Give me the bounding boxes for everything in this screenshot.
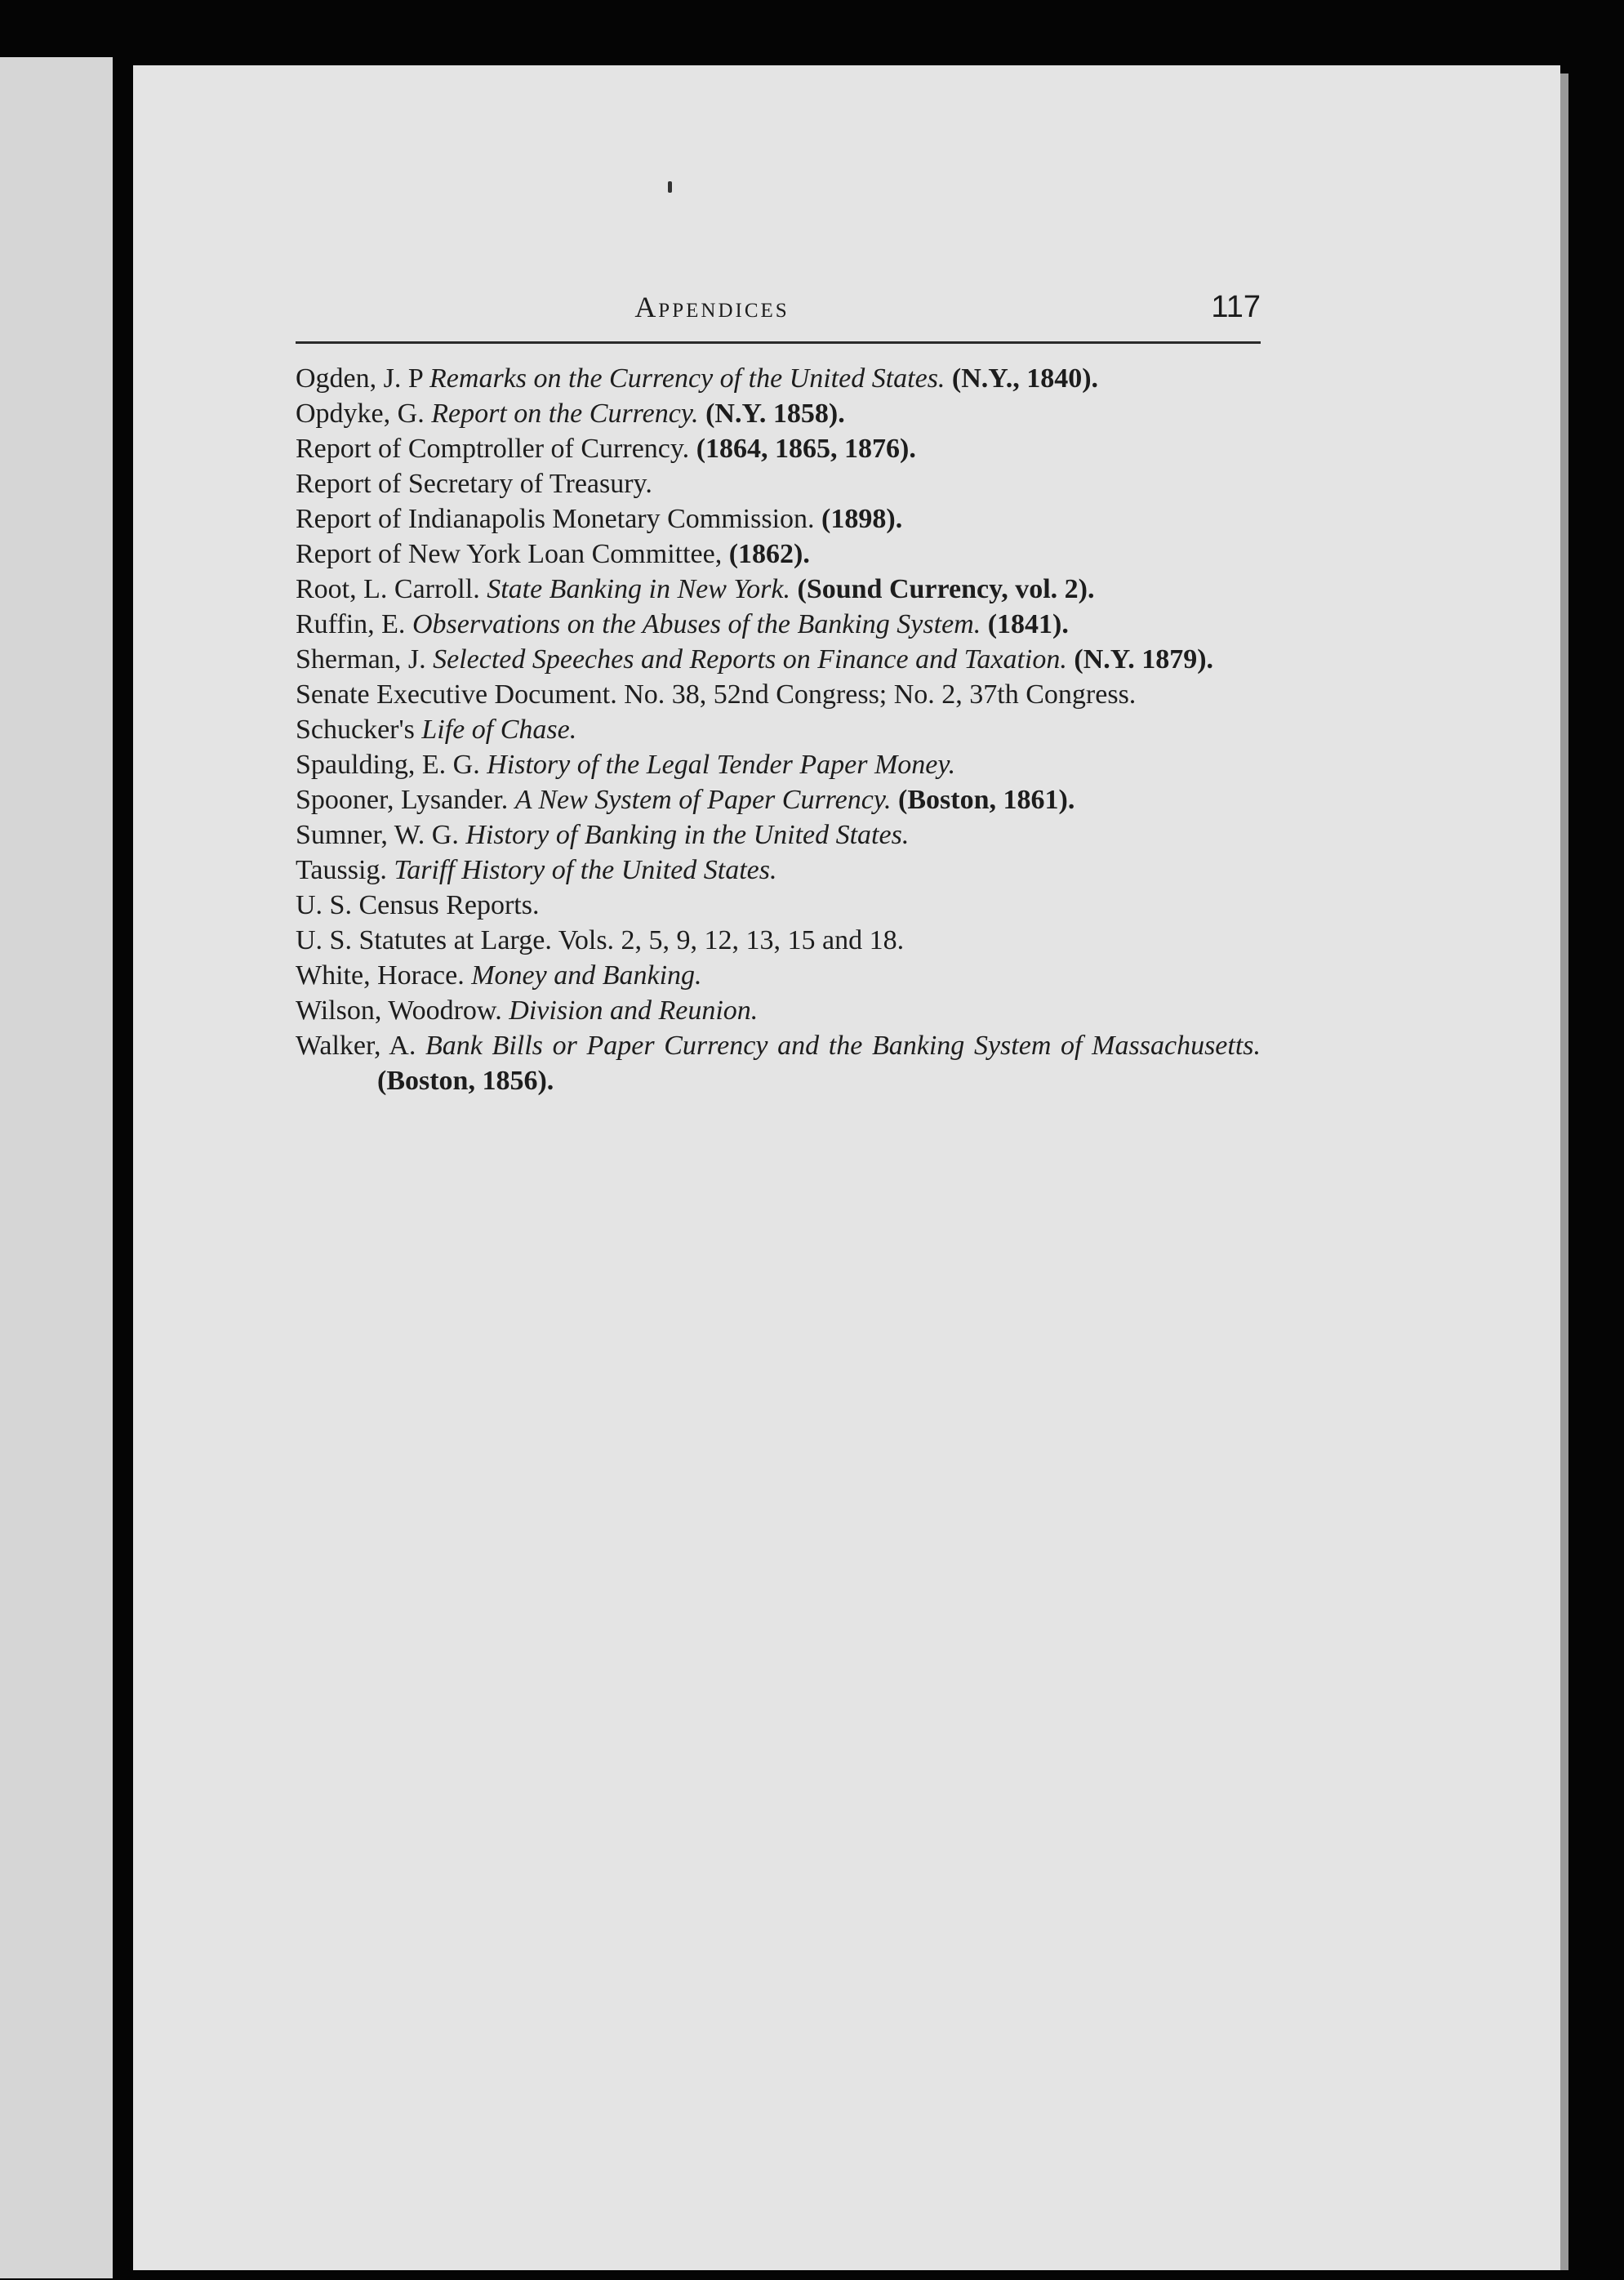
running-head: Appendices: [634, 291, 790, 323]
bibliography-entry: [296, 923, 1261, 958]
entry-author: Spooner, Lysander.: [296, 785, 509, 815]
entry-author: Opdyke, G.: [296, 399, 425, 429]
page-number: 117: [1211, 290, 1261, 324]
entry-title: Report on the Currency.: [431, 399, 699, 429]
entry-pub: (1898).: [821, 504, 903, 534]
bibliography-entry: [296, 607, 1261, 642]
entry-author: Report of Comptroller of Currency.: [296, 434, 690, 464]
entry-author: Report of New York Loan Committee,: [296, 539, 723, 569]
entry-pub: (Sound Currency, vol. 2).: [797, 574, 1095, 604]
entry-title: Observations on the Abuses of the Banking System.: [412, 609, 981, 639]
entry-author: White, Horace.: [296, 960, 465, 991]
entry-author: Sumner, W. G.: [296, 820, 459, 850]
entry-author: Ogden, J. P: [296, 363, 423, 394]
entry-author: U. S. Census Reports.: [296, 890, 540, 920]
bibliography-entry: [296, 431, 1261, 466]
scan-speck: [668, 181, 672, 193]
entry-title: Remarks on the Currency of the United States.: [429, 363, 945, 394]
entry-title: Money and Banking.: [471, 960, 702, 991]
entry-title: Tariff History of the United States.: [394, 855, 777, 885]
bibliography-entry: [296, 853, 1261, 888]
entry-title: Bank Bills or Paper Currency and the Banking System of Massachusetts.: [425, 1031, 1261, 1061]
bibliography-entry: [296, 466, 1261, 501]
entry-author: Report of Secretary of Treasury.: [296, 469, 652, 499]
bibliography-entry: [296, 501, 1261, 537]
entry-pub: (N.Y. 1879).: [1074, 644, 1214, 675]
bibliography-entry: [296, 396, 1261, 431]
bibliography-entry: [296, 993, 1261, 1028]
entry-pub: (N.Y., 1840).: [951, 363, 1099, 394]
entry-pub: (Boston, 1856).: [377, 1066, 554, 1096]
entry-title: Division and Reunion.: [509, 995, 759, 1026]
entry-pub: (1864, 1865, 1876).: [696, 434, 916, 464]
entry-pub: (N.Y. 1858).: [705, 399, 845, 429]
bibliography-entry: [296, 782, 1261, 817]
bibliography-entry: [296, 537, 1261, 572]
bibliography-entry: [296, 1028, 1261, 1098]
bibliography-entry: [296, 712, 1261, 747]
bibliography-entry: [296, 817, 1261, 853]
bibliography-entry: [296, 888, 1261, 923]
entry-author: Taussig.: [296, 855, 387, 885]
facing-page-edge: [0, 57, 113, 2278]
header-rule: [296, 341, 1261, 344]
entry-pub: (Boston, 1861).: [898, 785, 1075, 815]
entry-author: U. S. Statutes at Large. Vols. 2, 5, 9, 12, 13, 15 and 18.: [296, 925, 905, 955]
entry-title: Selected Speeches and Reports on Finance and Taxation.: [433, 644, 1067, 675]
bibliography-list: [296, 361, 1261, 1098]
bibliography-entry: [296, 642, 1261, 677]
page-header: [296, 290, 1261, 341]
entry-title: Life of Chase.: [421, 715, 577, 745]
entry-author: Sherman, J.: [296, 644, 426, 675]
entry-author: Ruffin, E.: [296, 609, 406, 639]
entry-author: Walker, A.: [296, 1031, 416, 1061]
entry-author: Senate Executive Document. No. 38, 52nd Congress; No. 2, 37th Congress.: [296, 679, 1137, 710]
bibliography-entry: [296, 677, 1261, 712]
entry-pub: (1862).: [728, 539, 810, 569]
entry-author: Report of Indianapolis Monetary Commission.: [296, 504, 815, 534]
entry-title: History of the Legal Tender Paper Money.: [487, 750, 956, 780]
entry-pub: (1841).: [987, 609, 1069, 639]
entry-title: State Banking in New York.: [487, 574, 790, 604]
entry-title: History of Banking in the United States.: [465, 820, 910, 850]
bibliography-entry: [296, 572, 1261, 607]
entry-author: Spaulding, E. G.: [296, 750, 480, 780]
bibliography-entry: [296, 361, 1261, 396]
entry-author: Schucker's: [296, 715, 415, 745]
entry-author: Root, L. Carroll.: [296, 574, 480, 604]
bibliography-entry: [296, 958, 1261, 993]
bibliography-entry: [296, 747, 1261, 782]
entry-author: Wilson, Woodrow.: [296, 995, 502, 1026]
entry-title: A New System of Paper Currency.: [514, 785, 892, 815]
page-edge-shadow: [1560, 73, 1568, 2270]
